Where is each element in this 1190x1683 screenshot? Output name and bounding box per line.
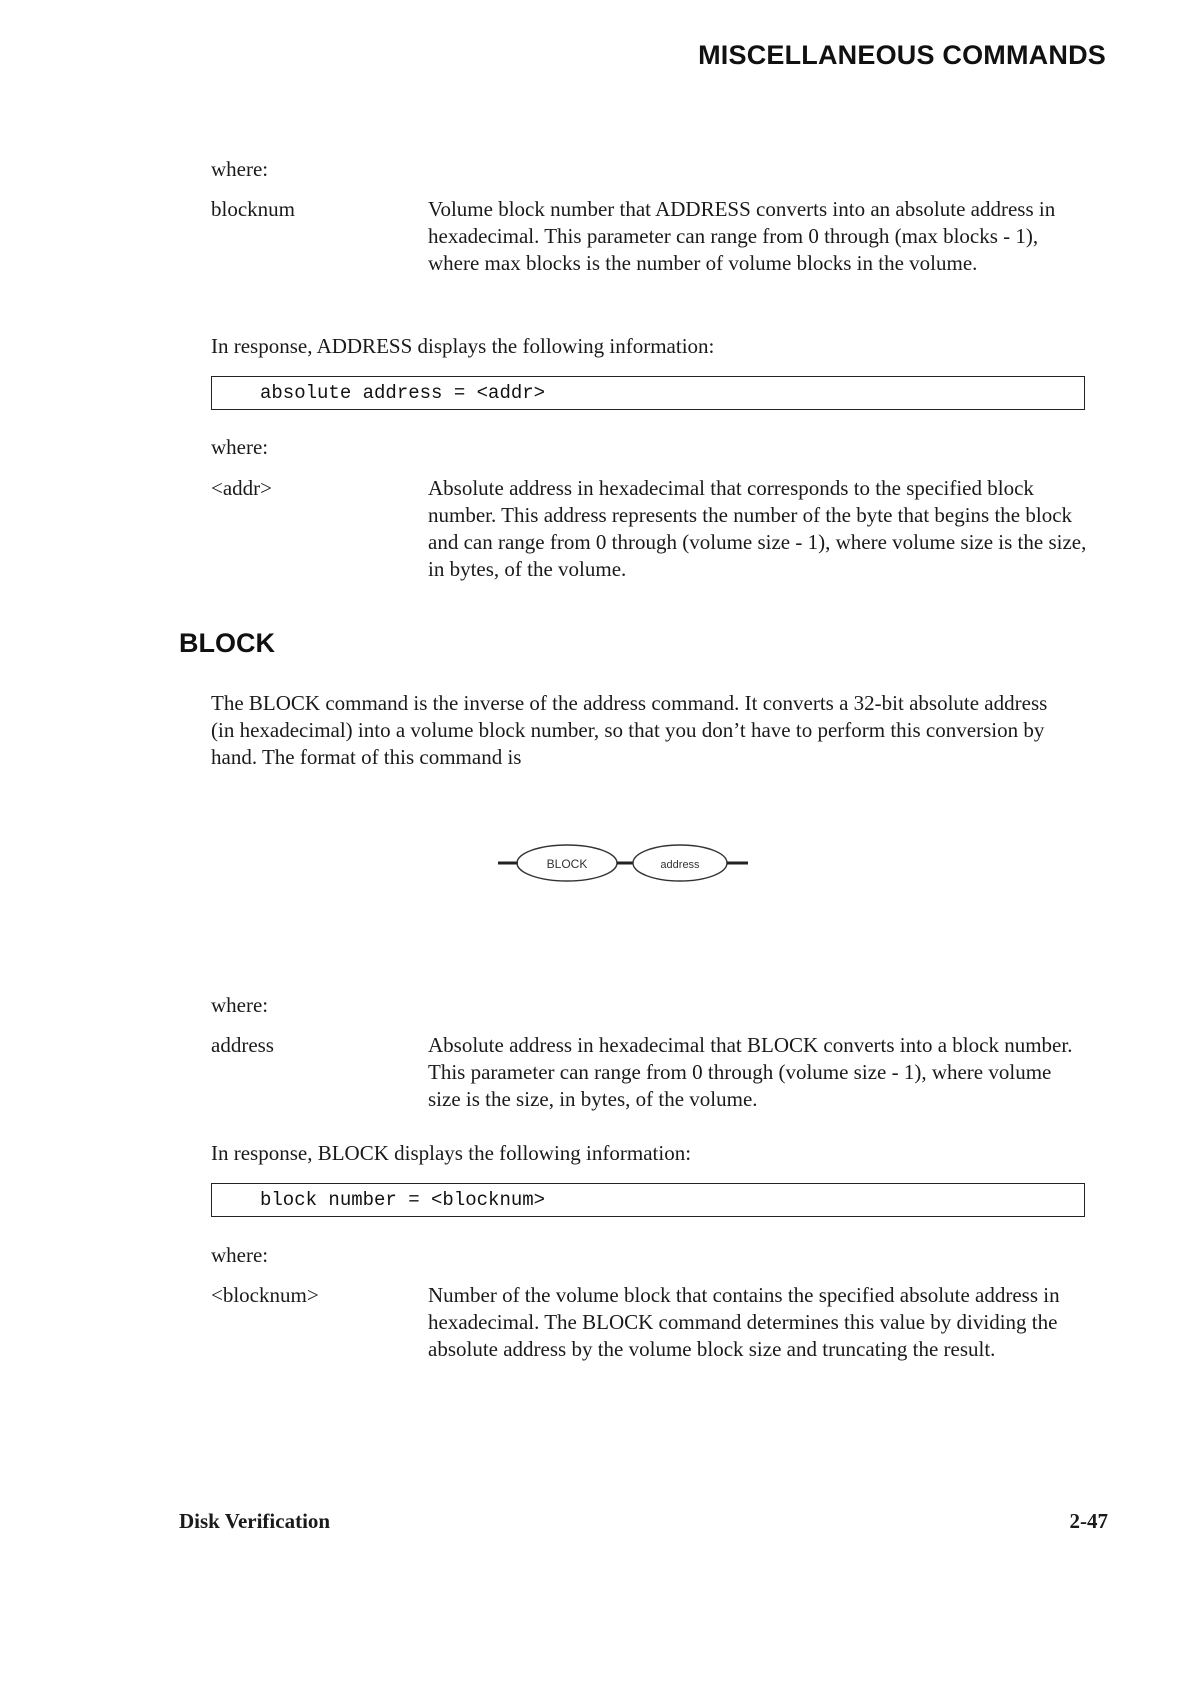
result-term-blocknum: <blocknum> xyxy=(211,1283,319,1307)
address-response-code: absolute address = <addr> xyxy=(260,382,546,404)
block-intro-paragraph: The BLOCK command is the inverse of the address command. It converts a 32-bit absolute address (in hexadecimal) into a volume block number, so that you don’t have to perform this conversion by hand. The format of this command is xyxy=(211,691,1048,769)
block-response-code-box xyxy=(211,1183,1085,1217)
where-label: where: xyxy=(211,993,269,1017)
param-term-blocknum: blocknum xyxy=(211,197,295,221)
param-term-address: address xyxy=(211,1033,274,1057)
address-response-intro: In response, ADDRESS displays the following information: xyxy=(211,334,715,358)
section-heading-block: BLOCK xyxy=(179,628,275,658)
result-term-addr: <addr> xyxy=(211,476,273,500)
param-desc-blocknum: Volume block number that ADDRESS converts into an absolute address in hexadecimal. This parameter can range from 0 through (max blocks - 1), where max blocks is the number of volume blocks in the volume. xyxy=(428,197,1056,275)
address-argument-text: address xyxy=(660,859,700,871)
block-keyword-text: BLOCK xyxy=(546,857,588,871)
block-syntax-diagram xyxy=(490,835,760,895)
param-desc-address: Absolute address in hexadecimal that BLOCK converts into a block number. This parameter can range from 0 through (volume size - 1), where volume size is the size, in bytes, of the volume. xyxy=(428,1033,1073,1111)
where-label: where: xyxy=(211,435,269,459)
block-response-intro: In response, BLOCK displays the following information: xyxy=(211,1141,692,1165)
where-label: where: xyxy=(211,1243,269,1267)
footer-section-name: Disk Verification xyxy=(179,1509,331,1533)
running-header-title: MISCELLANEOUS COMMANDS xyxy=(698,40,1106,70)
result-desc-blocknum: Number of the volume block that contains the specified absolute address in hexadecimal. The BLOCK command determines this value by dividing the absolute address by the volume block size and truncating the result. xyxy=(428,1283,1060,1361)
block-response-code: block number = <blocknum> xyxy=(260,1189,546,1211)
where-label: where: xyxy=(211,157,269,181)
address-response-code-box xyxy=(211,376,1085,410)
footer-page-number: 2-47 xyxy=(1069,1509,1108,1533)
result-desc-addr: Absolute address in hexadecimal that corresponds to the specified block number. This address represents the number of the byte that begins the block and can range from 0 through (volume size - 1), where volume size is the size, in bytes, of the volume. xyxy=(428,476,1087,581)
